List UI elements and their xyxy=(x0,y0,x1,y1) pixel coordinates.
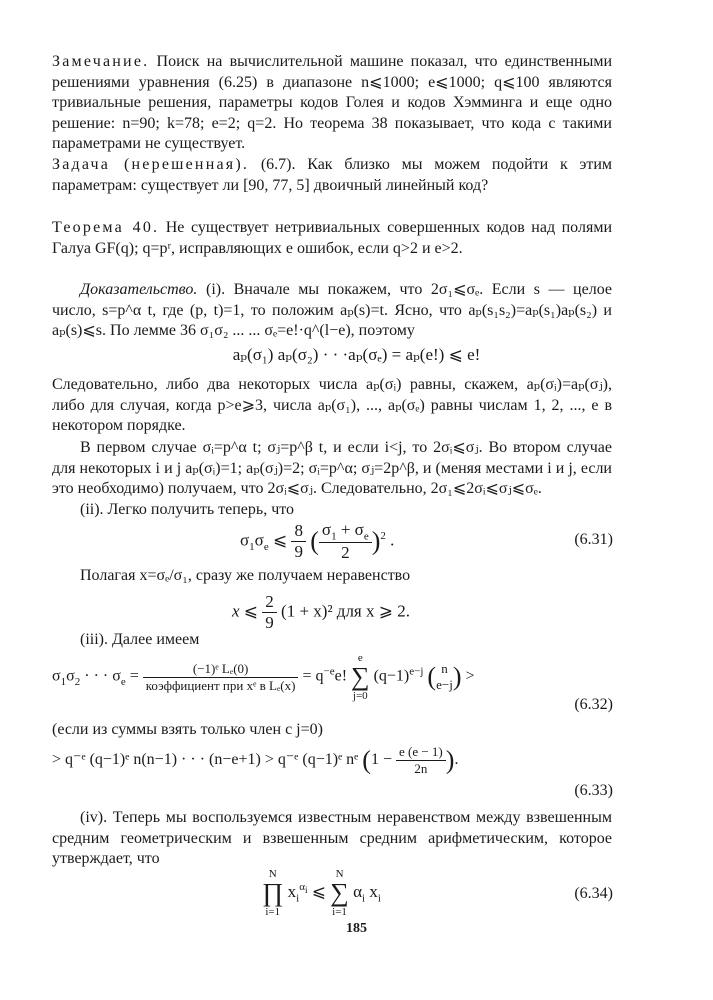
formula-6-33-frac-num: e (e − 1) xyxy=(396,744,446,761)
theorem-body: Не существует нетривиальных совершенных кодов над полями Галуа GF(q); q=pʳ, исправляющих e ошибок, если q>2 и e>2. xyxy=(52,219,612,257)
formula-6-33-frac-den: 2n xyxy=(414,761,428,776)
proof-part-6: (iii). Далее имеем xyxy=(80,631,200,648)
proof-part-2: Следовательно, либо два некоторых числа aₚ(σᵢ) равны, скажем, aₚ(σᵢ)=aₚ(σⱼ), либо для случая, когда p>e⩾3, числа aₚ(σ₁), ..., aₚ(σₑ) равны числам 1, 2, ..., e в некотором порядке. xyxy=(52,376,612,434)
formula-6-32-numerator: (−1)ᵉ Lₑ(0) xyxy=(143,661,299,678)
eq-number-6-34: (6.34) xyxy=(574,885,613,902)
proof-part-3: В первом случае σᵢ=p^α t; σⱼ=p^β t, и если i<j, то 2σᵢ⩽σⱼ. Во втором случае для некоторых i и j aₚ(σᵢ)=1; aₚ(σⱼ)=2; σᵢ=p^α; σⱼ=2p^β, и (меняя местами i и j, если это необходимо) получаем, что 2σᵢ⩽σⱼ. Следовательно, 2σ₁⩽2σᵢ⩽σⱼ⩽σₑ. xyxy=(52,439,612,497)
eq-number-6-33: (6.33) xyxy=(574,782,613,799)
remark-title: Замечание. xyxy=(52,53,150,70)
proof-part-4: (ii). Легко получить теперь, что xyxy=(80,501,295,518)
formula-6-32-denominator: коэффициент при xᵉ в Lₑ(x) xyxy=(145,677,296,693)
problem-body: (6.7). Как близко мы можем подойти к этим параметрам: существует ли [90, 77, 5] двоичный линейный код? xyxy=(52,156,613,194)
formula-x-inequality: x ⩽ $\frac{2}{9}$ (1 + x)² для x ⩾ 2. xyxy=(232,592,410,632)
problem-paragraph xyxy=(52,155,612,196)
remark-paragraph xyxy=(52,52,612,155)
proof-title: Доказательство. xyxy=(80,281,198,298)
eq-number-6-32: (6.32) xyxy=(574,696,613,713)
proof-text-1: (i). Вначале мы покажем, что 2σ₁⩽σₑ. Если s — целое число, s=p^α t, где (p, t)=1, то положим aₚ(s)=t. Ясно, что aₚ(s₁s₂)=aₚ(s₁)aₚ(s₂) и aₚ(s)⩽s. По лемме 36 σ₁σ₂ ... ... σₑ=e!·q^(l−e), поэтому xyxy=(52,281,613,339)
formula-6-33-main: > q⁻ᵉ (q−1)ᵉ n(n−1) · · · (n−e+1) > q⁻ᵉ (q−1)ᵉ nᵉ xyxy=(52,751,359,769)
formula-x-tail: (1 + x)² для x ⩾ 2. xyxy=(281,601,410,621)
proof-part-1 xyxy=(52,280,612,342)
formula-6-34: N ∏ i=1 $x_i^{\alpha_i}$ ⩽ N ∑ i=1 $\alpha_i$ $x_i$ xyxy=(262,868,381,918)
theorem-title: Теорема 40. xyxy=(52,219,160,236)
proof-part-5: Полагая x=σₑ/σ₁, сразу же получаем неравенство xyxy=(80,567,411,584)
proof-part-7: (если из суммы взять только член с j=0) xyxy=(52,721,323,738)
theorem-paragraph xyxy=(52,218,612,259)
eq-number-6-31: (6.31) xyxy=(574,531,613,548)
page-number: 185 xyxy=(346,921,367,936)
formula-ap-product: aₚ(σ₁) aₚ(σ₂) · · ·aₚ(σₑ) = aₚ(e!) ⩽ e! xyxy=(232,345,481,364)
formula-6-32: $\sigma_1\sigma_2$ · · · $\sigma_e$ = (−1)ᵉ Lₑ(0) коэффициент при xᵉ в Lₑ(x) = $q^{-e}e$! e ∑ j=0 $(q-1)^{e-j}$ ( n e−j ) > xyxy=(52,652,475,702)
remark-body: Поиск на вычислительной машине показал, что единственными решениями уравнения (6.25) в диапазоне n⩽1000; e⩽1000; q⩽100 являются тривиальные решения, параметры кодов Голея и кодов Хэмминга и еще одно решение: n=90; k=78; e=2; q=2. Но теорема 38 показывает, что кода с такими параметрами не существует. xyxy=(52,53,613,152)
formula-6-33: > q⁻ᵉ (q−1)ᵉ n(n−1) · · · (n−e+1) > q⁻ᵉ (q−1)ᵉ nᵉ (1 − $\frac{e (e - 1)}{2n}$ ). xyxy=(52,744,459,776)
problem-title: Задача (нерешенная). xyxy=(52,156,250,173)
formula-6-31: $\sigma_1\sigma_e$ ⩽ $\frac{8}{9}$ ( $\frac{\sigma_1 + \sigma_e}{2}$ )$^2$ . xyxy=(240,520,395,563)
proof-part-8: (iv). Теперь мы воспользуемся известным неравенством между взвешенным средним геометрическим и взвешенным средним арифметическим, которое утверждает, что xyxy=(52,809,612,867)
